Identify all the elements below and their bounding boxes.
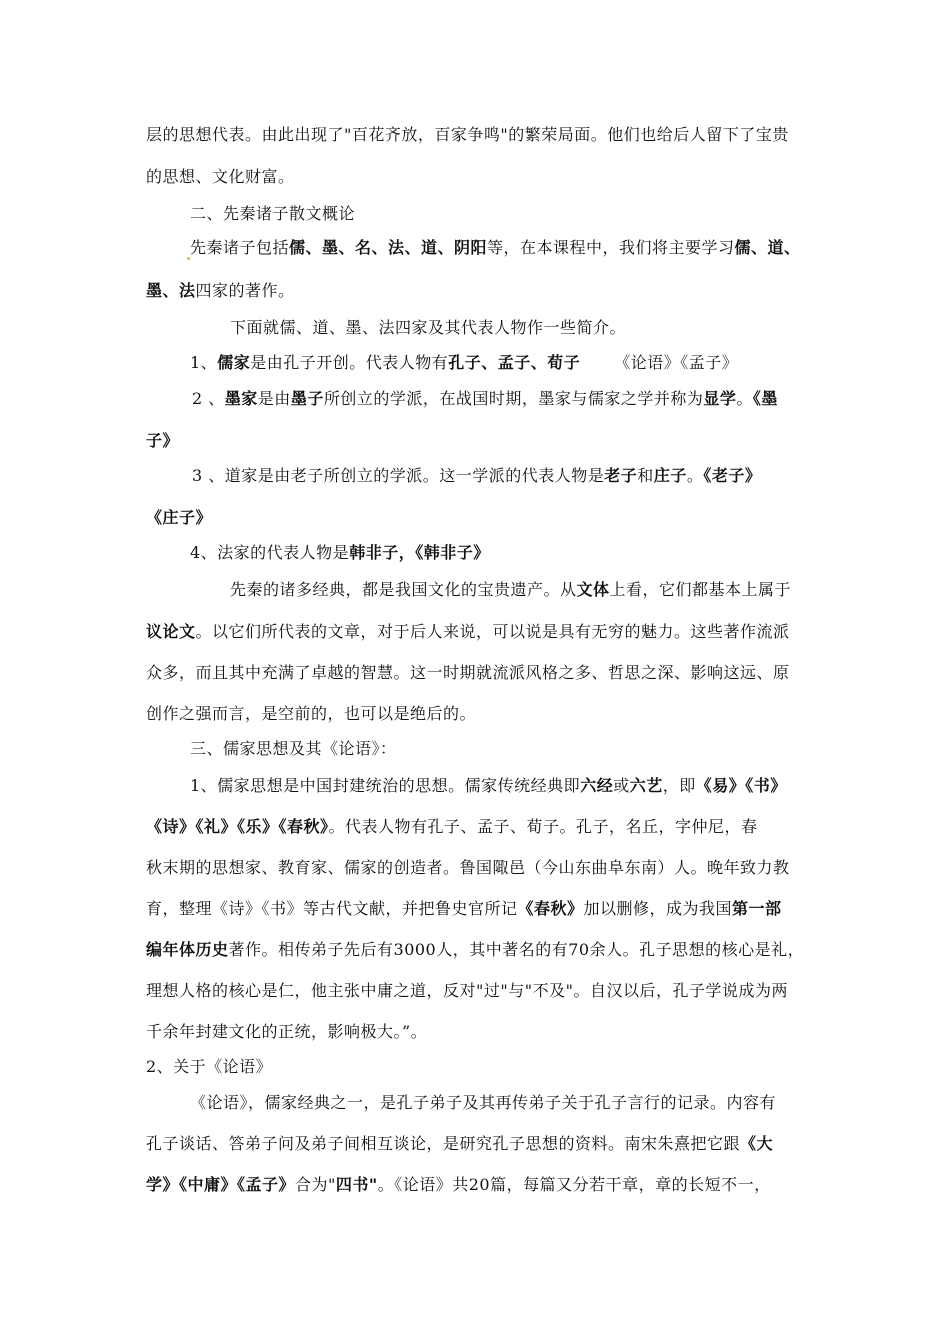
bold-text: 墨子: [290, 389, 324, 408]
section-heading: [146, 1056, 272, 1078]
bold-text: 子》: [146, 431, 180, 450]
paragraph-line: [146, 703, 476, 725]
text-run: 创作之强而言，是空前的，也可以是绝后的。: [146, 704, 477, 723]
bold-text: 韩非子，《韩非子》: [349, 543, 490, 562]
text-run: 先秦诸子包括: [190, 238, 290, 257]
text-run: 的思想、文化财富。: [146, 167, 295, 186]
paragraph-line: [146, 898, 782, 920]
text-run: 是由: [257, 389, 291, 408]
bold-text: 第一部: [732, 899, 782, 918]
text-run: 先秦的诸多经典，都是我国文化的宝贵遗产。从: [230, 580, 577, 599]
bold-text: 议论文: [146, 622, 196, 641]
paragraph-line: [190, 1092, 776, 1114]
bold-text: 编年体历史: [146, 940, 229, 959]
paragraph-line: [146, 166, 295, 188]
paragraph-line: [146, 980, 788, 1002]
text-run: 4、法家的代表人物是: [190, 543, 350, 562]
text-run: ，即: [662, 776, 696, 795]
bold-text: 《大: [740, 1134, 774, 1153]
bold-text: 学》《中庸》《孟子》: [146, 1175, 296, 1194]
paragraph-line: [146, 816, 758, 838]
bold-text: 老子: [604, 466, 638, 485]
text-run: 等，在本课程中，我们将主要学习: [487, 238, 735, 257]
list-item: [192, 465, 761, 487]
text-run: 著作。相传弟子先后有3000人，其中著名的有70余人。孔子思想的核心是礼，: [228, 940, 805, 959]
text-run: 。: [736, 389, 753, 408]
text-run: 。以它们所代表的文章，对于后人来说，可以说是具有无穷的魅力。这些著作流派: [195, 622, 790, 641]
text-run: 千余年封建文化的正统，影响极大。”。: [146, 1022, 428, 1041]
paragraph-line: [146, 1133, 773, 1155]
paragraph-line: [146, 662, 790, 684]
paragraph-line: [146, 621, 790, 643]
paragraph-line: [190, 775, 787, 797]
text-run: 是由孔子开创。代表人物有: [250, 353, 449, 372]
bold-text: 《诗》《礼》《乐》《春秋》: [146, 817, 329, 836]
text-run: 2 、: [192, 389, 225, 408]
list-item: [190, 542, 490, 564]
bold-text: 《老子》: [703, 466, 762, 485]
text-run: 加以删修，成为我国: [583, 899, 733, 918]
text-run: 和: [637, 466, 654, 485]
paragraph-line: [146, 430, 179, 452]
bold-text: 儒、墨、名、法、道、阴阳: [289, 238, 488, 257]
text-run: 所创立的学派，在战国时期，墨家与儒家之学并称为: [323, 389, 704, 408]
text-run: 1、儒家思想是中国封建统治的思想。儒家传统经典即: [190, 776, 581, 795]
bold-text: 庄子: [653, 466, 687, 485]
bold-text: ": [368, 1175, 378, 1194]
text-run: 理想人格的核心是仁，他主张中庸之道，反对"过"与"不及"。自汉以后，孔子学说成为两: [146, 981, 788, 1000]
text-run: 众多，而且其中充满了卓越的智慧。这一时期就流派风格之多、哲思之深、影响这远、原: [146, 663, 790, 682]
text-run: 。: [686, 466, 704, 485]
text-run: 《论语》《孟子》: [614, 353, 739, 372]
heading-text: 二、先秦诸子散文概论: [190, 204, 356, 223]
text-run: 或: [613, 776, 630, 795]
bold-text: 儒家: [217, 353, 251, 372]
section-heading: [190, 203, 355, 225]
bold-text: 《易》《书》: [695, 776, 787, 795]
text-run: 1、: [190, 353, 218, 372]
bold-text: 《墨: [752, 389, 778, 408]
section-heading: [190, 738, 397, 760]
bold-text: 显学: [703, 389, 737, 408]
text-run: 秋末期的思想家、教育家、儒家的创造者。鲁国陬邑（今山东曲阜东南）人。晚年致力教: [146, 858, 790, 877]
bold-text: 六经: [580, 776, 614, 795]
paragraph-line: [146, 280, 295, 302]
text-run: 层的思想代表。由此出现了"百花齐放，百家争鸣"的繁荣局面。他们也给后人留下了宝贵: [146, 125, 789, 144]
bold-text: 儒、道、: [734, 238, 801, 257]
paragraph-line: [146, 1021, 427, 1043]
paragraph-line: [190, 237, 801, 259]
paragraph-line: [146, 507, 212, 529]
bold-text: 墨家: [224, 389, 258, 408]
bold-text: 《春秋》: [517, 899, 584, 918]
text-run: 育，整理《诗》《书》等古代文献，并把鲁史官所记: [146, 899, 518, 918]
text-run: 上看，它们都基本上属于: [609, 580, 792, 599]
text-run: 《论语》，儒家经典之一，是孔子弟子及其再传弟子关于孔子言行的记录。内容有: [190, 1093, 777, 1112]
heading-text: 三、儒家思想及其《论语》：: [190, 739, 397, 758]
list-item: [192, 388, 778, 410]
text-run: 。《论语》共20篇，每篇又分若干章，章的长短不一，: [377, 1175, 771, 1194]
paragraph-line: [230, 317, 626, 339]
bold-text: 墨、法: [146, 281, 196, 300]
text-run: 。代表人物有孔子、孟子、荀子。孔子，名丘，字仲尼，春: [328, 817, 758, 836]
bold-text: 四书: [335, 1175, 369, 1194]
paragraph-line: [146, 857, 790, 879]
bold-text: 六艺: [629, 776, 663, 795]
paragraph-line: [146, 1174, 771, 1196]
paragraph-line: [230, 579, 791, 601]
heading-text: 2、关于《论语》: [146, 1057, 273, 1076]
text-run: 合为": [295, 1175, 336, 1194]
text-run: 孔子谈话、答弟子问及弟子间相互谈论，是研究孔子思想的资料。南宋朱熹把它跟: [146, 1134, 741, 1153]
paragraph-line: [146, 939, 804, 961]
text-run: 下面就儒、道、墨、法四家及其代表人物作一些简介。: [230, 318, 627, 337]
list-item: [190, 352, 738, 374]
text-run: 四家的著作。: [195, 281, 295, 300]
text-run: 3 、道家是由老子所创立的学派。这一学派的代表人物是: [192, 466, 605, 485]
bold-text: 《庄子》: [146, 508, 213, 527]
paragraph-line: [146, 124, 789, 146]
bold-text: 文体: [576, 580, 610, 599]
bold-text: 孔子、孟子、荀子: [448, 353, 581, 372]
